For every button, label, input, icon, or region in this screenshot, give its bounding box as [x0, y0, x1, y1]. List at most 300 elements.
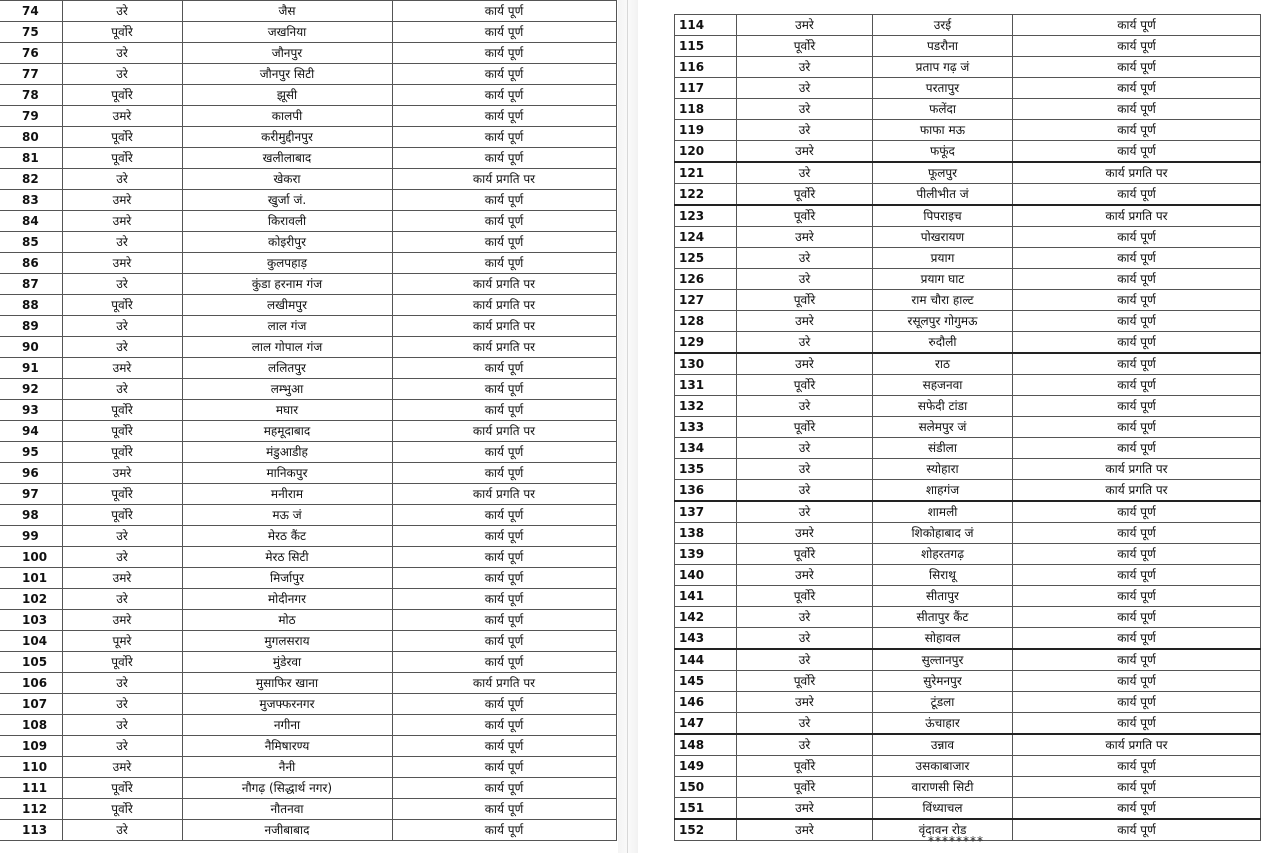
station-name: मघार: [182, 400, 392, 421]
zone-cell: पूर्वोरे: [737, 671, 873, 692]
row-number: 113: [0, 820, 62, 841]
work-status: कार्य पूर्ण: [392, 799, 616, 820]
row-number: 133: [675, 417, 737, 438]
row-number: 126: [675, 269, 737, 290]
station-name: टूंडला: [873, 692, 1013, 713]
row-number: 86: [0, 253, 62, 274]
table-row: [0, 442, 616, 463]
row-number: 111: [0, 778, 62, 799]
row-number: 97: [0, 484, 62, 505]
work-status: कार्य प्रगति पर: [392, 295, 616, 316]
work-status: कार्य प्रगति पर: [392, 274, 616, 295]
station-name: फलेंदा: [873, 99, 1013, 120]
table-row: [675, 15, 1261, 36]
station-name: नैमिषारण्य: [182, 736, 392, 757]
zone-cell: उमरे: [62, 568, 182, 589]
work-status: कार्य पूर्ण: [1013, 607, 1261, 628]
station-name: नगीना: [182, 715, 392, 736]
work-status: कार्य पूर्ण: [392, 1, 616, 22]
table-row: [0, 547, 616, 568]
zone-cell: उमरे: [737, 819, 873, 841]
station-name: सोहावल: [873, 628, 1013, 650]
zone-cell: पूर्वोरे: [737, 36, 873, 57]
row-number: 132: [675, 396, 737, 417]
work-status: कार्य पूर्ण: [392, 631, 616, 652]
table-row: [675, 120, 1261, 141]
station-name: नजीबाबाद: [182, 820, 392, 841]
table-row: [675, 141, 1261, 163]
zone-cell: पूर्वोरे: [62, 22, 182, 43]
zone-cell: उमरे: [62, 106, 182, 127]
station-name: मुगलसराय: [182, 631, 392, 652]
zone-cell: उरे: [62, 526, 182, 547]
page-gutter: [618, 0, 638, 853]
work-status: कार्य पूर्ण: [1013, 501, 1261, 523]
work-status: कार्य पूर्ण: [392, 400, 616, 421]
table-row: [0, 379, 616, 400]
zone-cell: उरे: [737, 649, 873, 671]
station-name: नौतनवा: [182, 799, 392, 820]
zone-cell: पूर्वोरे: [62, 505, 182, 526]
zone-cell: पूर्वोरे: [62, 400, 182, 421]
zone-cell: पूमरे: [62, 631, 182, 652]
zone-cell: पूर्वोरे: [737, 205, 873, 227]
work-status: कार्य पूर्ण: [1013, 628, 1261, 650]
zone-cell: पूर्वोरे: [62, 85, 182, 106]
station-name: वाराणसी सिटी: [873, 777, 1013, 798]
work-status: कार्य पूर्ण: [392, 463, 616, 484]
row-number: 75: [0, 22, 62, 43]
work-status: कार्य पूर्ण: [1013, 120, 1261, 141]
work-status: कार्य पूर्ण: [392, 505, 616, 526]
station-status-table-left: [0, 0, 617, 841]
row-number: 134: [675, 438, 737, 459]
station-name: फफूंद: [873, 141, 1013, 163]
zone-cell: उरे: [737, 248, 873, 269]
zone-cell: उमरे: [737, 15, 873, 36]
table-row: [0, 106, 616, 127]
station-name: उरई: [873, 15, 1013, 36]
station-name: मुसाफिर खाना: [182, 673, 392, 694]
work-status: कार्य पूर्ण: [1013, 184, 1261, 206]
zone-cell: उरे: [62, 547, 182, 568]
work-status: कार्य प्रगति पर: [392, 316, 616, 337]
station-name: जैस: [182, 1, 392, 22]
station-name: मोदीनगर: [182, 589, 392, 610]
row-number: 150: [675, 777, 737, 798]
work-status: कार्य प्रगति पर: [1013, 480, 1261, 502]
work-status: कार्य पूर्ण: [1013, 375, 1261, 396]
station-name: जखनिया: [182, 22, 392, 43]
row-number: 99: [0, 526, 62, 547]
work-status: कार्य प्रगति पर: [392, 484, 616, 505]
station-name: मंडुआडीह: [182, 442, 392, 463]
station-name: परतापुर: [873, 78, 1013, 99]
work-status: कार्य प्रगति पर: [1013, 162, 1261, 184]
zone-cell: उमरे: [62, 253, 182, 274]
table-row: [0, 127, 616, 148]
zone-cell: पूर्वोरे: [737, 184, 873, 206]
zone-cell: उरे: [62, 715, 182, 736]
zone-cell: पूर्वोरे: [737, 375, 873, 396]
row-number: 118: [675, 99, 737, 120]
work-status: कार्य पूर्ण: [1013, 756, 1261, 777]
zone-cell: उरे: [62, 589, 182, 610]
zone-cell: पूर्वोरे: [62, 295, 182, 316]
zone-cell: उरे: [62, 736, 182, 757]
table-row: [675, 671, 1261, 692]
station-name: सुल्तानपुर: [873, 649, 1013, 671]
work-status: कार्य पूर्ण: [1013, 692, 1261, 713]
station-name: मेरठ कैंट: [182, 526, 392, 547]
station-name: उसकाबाजार: [873, 756, 1013, 777]
table-row: [0, 757, 616, 778]
work-status: कार्य पूर्ण: [392, 757, 616, 778]
work-status: कार्य प्रगति पर: [392, 169, 616, 190]
work-status: कार्य पूर्ण: [392, 736, 616, 757]
zone-cell: उरे: [737, 269, 873, 290]
station-name: खुर्जा जं.: [182, 190, 392, 211]
table-row: [0, 589, 616, 610]
right-page: [638, 0, 1280, 853]
zone-cell: उमरे: [737, 798, 873, 820]
zone-cell: उमरे: [62, 190, 182, 211]
station-name: कुंडा हरनाम गंज: [182, 274, 392, 295]
work-status: कार्य पूर्ण: [1013, 713, 1261, 735]
table-row: [675, 713, 1261, 735]
row-number: 140: [675, 565, 737, 586]
station-name: किरावली: [182, 211, 392, 232]
table-row: [0, 673, 616, 694]
row-number: 80: [0, 127, 62, 148]
table-row: [0, 211, 616, 232]
zone-cell: पूर्वोरे: [62, 148, 182, 169]
row-number: 101: [0, 568, 62, 589]
row-number: 142: [675, 607, 737, 628]
table-row: [675, 290, 1261, 311]
work-status: कार्य पूर्ण: [392, 106, 616, 127]
row-number: 84: [0, 211, 62, 232]
zone-cell: उरे: [737, 396, 873, 417]
row-number: 106: [0, 673, 62, 694]
row-number: 136: [675, 480, 737, 502]
row-number: 112: [0, 799, 62, 820]
table-row: [0, 631, 616, 652]
table-row: [0, 22, 616, 43]
table-row: [0, 484, 616, 505]
station-name: शिकोहाबाद जं: [873, 523, 1013, 544]
work-status: कार्य पूर्ण: [1013, 141, 1261, 163]
row-number: 78: [0, 85, 62, 106]
zone-cell: उरे: [62, 232, 182, 253]
zone-cell: पूर्वोरे: [62, 652, 182, 673]
zone-cell: उरे: [62, 820, 182, 841]
zone-cell: उरे: [62, 169, 182, 190]
row-number: 121: [675, 162, 737, 184]
station-name: फूलपुर: [873, 162, 1013, 184]
work-status: कार्य पूर्ण: [392, 64, 616, 85]
work-status: कार्य प्रगति पर: [1013, 459, 1261, 480]
table-row: [675, 480, 1261, 502]
row-number: 83: [0, 190, 62, 211]
zone-cell: पूर्वोरे: [62, 778, 182, 799]
table-row: [0, 232, 616, 253]
work-status: कार्य पूर्ण: [1013, 227, 1261, 248]
table-row: [0, 316, 616, 337]
row-number: 92: [0, 379, 62, 400]
zone-cell: उरे: [62, 337, 182, 358]
station-name: उन्नाव: [873, 734, 1013, 756]
zone-cell: पूर्वोरे: [62, 484, 182, 505]
station-name: फाफा मऊ: [873, 120, 1013, 141]
work-status: कार्य पूर्ण: [392, 589, 616, 610]
zone-cell: उरे: [737, 459, 873, 480]
work-status: कार्य पूर्ण: [392, 652, 616, 673]
zone-cell: उमरे: [62, 610, 182, 631]
row-number: 98: [0, 505, 62, 526]
end-marker: ********: [928, 834, 984, 848]
table-row: [675, 205, 1261, 227]
work-status: कार्य पूर्ण: [1013, 57, 1261, 78]
zone-cell: उरे: [737, 607, 873, 628]
station-name: पडरौना: [873, 36, 1013, 57]
station-name: मिर्जापुर: [182, 568, 392, 589]
table-row: [0, 169, 616, 190]
zone-cell: पूर्वोरे: [737, 777, 873, 798]
zone-cell: उरे: [737, 78, 873, 99]
station-name: सिराथू: [873, 565, 1013, 586]
table-row: [0, 715, 616, 736]
zone-cell: उरे: [737, 628, 873, 650]
table-row: [675, 523, 1261, 544]
table-row: [0, 736, 616, 757]
table-row: [675, 544, 1261, 565]
row-number: 135: [675, 459, 737, 480]
work-status: कार्य पूर्ण: [392, 358, 616, 379]
table-row: [0, 820, 616, 841]
row-number: 96: [0, 463, 62, 484]
work-status: कार्य पूर्ण: [1013, 396, 1261, 417]
row-number: 107: [0, 694, 62, 715]
row-number: 89: [0, 316, 62, 337]
work-status: कार्य पूर्ण: [1013, 78, 1261, 99]
work-status: कार्य पूर्ण: [392, 22, 616, 43]
table-row: [675, 248, 1261, 269]
row-number: 138: [675, 523, 737, 544]
work-status: कार्य प्रगति पर: [1013, 205, 1261, 227]
work-status: कार्य पूर्ण: [1013, 353, 1261, 375]
row-number: 114: [675, 15, 737, 36]
station-name: शोहरतगढ़: [873, 544, 1013, 565]
table-row: [0, 253, 616, 274]
row-number: 90: [0, 337, 62, 358]
row-number: 108: [0, 715, 62, 736]
table-row: [675, 78, 1261, 99]
table-row: [675, 184, 1261, 206]
table-row: [675, 459, 1261, 480]
zone-cell: उमरे: [62, 757, 182, 778]
work-status: कार्य पूर्ण: [392, 820, 616, 841]
row-number: 148: [675, 734, 737, 756]
work-status: कार्य प्रगति पर: [392, 421, 616, 442]
zone-cell: उरे: [62, 64, 182, 85]
zone-cell: पूर्वोरे: [737, 544, 873, 565]
table-row: [0, 337, 616, 358]
zone-cell: उमरे: [737, 353, 873, 375]
work-status: कार्य पूर्ण: [392, 148, 616, 169]
table-row: [0, 148, 616, 169]
zone-cell: उरे: [737, 480, 873, 502]
work-status: कार्य पूर्ण: [392, 127, 616, 148]
table-row: [0, 274, 616, 295]
row-number: 151: [675, 798, 737, 820]
station-name: जौनपुर: [182, 43, 392, 64]
table-row: [0, 64, 616, 85]
station-name: संडीला: [873, 438, 1013, 459]
work-status: कार्य पूर्ण: [392, 43, 616, 64]
table-row: [0, 610, 616, 631]
station-name: सहजनवा: [873, 375, 1013, 396]
row-number: 94: [0, 421, 62, 442]
station-name: लखीमपुर: [182, 295, 392, 316]
work-status: कार्य पूर्ण: [1013, 565, 1261, 586]
zone-cell: उरे: [62, 1, 182, 22]
work-status: कार्य पूर्ण: [392, 211, 616, 232]
zone-cell: उरे: [62, 43, 182, 64]
station-name: ललितपुर: [182, 358, 392, 379]
table-row: [675, 628, 1261, 650]
row-number: 82: [0, 169, 62, 190]
table-row: [0, 652, 616, 673]
row-number: 123: [675, 205, 737, 227]
station-name: नैनी: [182, 757, 392, 778]
work-status: कार्य पूर्ण: [392, 85, 616, 106]
zone-cell: उरे: [62, 274, 182, 295]
row-number: 137: [675, 501, 737, 523]
zone-cell: पूर्वोरे: [62, 127, 182, 148]
work-status: कार्य पूर्ण: [392, 610, 616, 631]
station-name: नौगढ़ (सिद्धार्थ नगर): [182, 778, 392, 799]
row-number: 129: [675, 332, 737, 354]
table-row: [675, 565, 1261, 586]
table-row: [675, 57, 1261, 78]
work-status: कार्य पूर्ण: [392, 253, 616, 274]
row-number: 115: [675, 36, 737, 57]
work-status: कार्य प्रगति पर: [392, 337, 616, 358]
station-name: पोखरायण: [873, 227, 1013, 248]
zone-cell: पूर्वोरे: [737, 417, 873, 438]
table-row: [675, 396, 1261, 417]
work-status: कार्य पूर्ण: [1013, 798, 1261, 820]
station-name: सफेदी टांडा: [873, 396, 1013, 417]
row-number: 100: [0, 547, 62, 568]
station-name: सुरेमनपुर: [873, 671, 1013, 692]
station-name: लाल गोपाल गंज: [182, 337, 392, 358]
zone-cell: उरे: [737, 162, 873, 184]
row-number: 103: [0, 610, 62, 631]
row-number: 105: [0, 652, 62, 673]
table-row: [675, 162, 1261, 184]
station-name: वृंदावन रोड: [873, 819, 1013, 841]
station-name: लाल गंज: [182, 316, 392, 337]
row-number: 127: [675, 290, 737, 311]
station-name: मऊ जं: [182, 505, 392, 526]
station-name: मोठ: [182, 610, 392, 631]
row-number: 104: [0, 631, 62, 652]
station-name: शामली: [873, 501, 1013, 523]
table-row: [0, 799, 616, 820]
zone-cell: उरे: [62, 316, 182, 337]
table-row: [675, 332, 1261, 354]
row-number: 91: [0, 358, 62, 379]
zone-cell: उमरे: [737, 692, 873, 713]
work-status: कार्य पूर्ण: [392, 442, 616, 463]
work-status: कार्य पूर्ण: [392, 568, 616, 589]
station-name: राठ: [873, 353, 1013, 375]
row-number: 141: [675, 586, 737, 607]
work-status: कार्य पूर्ण: [392, 547, 616, 568]
work-status: कार्य पूर्ण: [1013, 586, 1261, 607]
station-name: झूसी: [182, 85, 392, 106]
table-row: [675, 649, 1261, 671]
row-number: 128: [675, 311, 737, 332]
row-number: 79: [0, 106, 62, 127]
row-number: 87: [0, 274, 62, 295]
zone-cell: उमरे: [737, 311, 873, 332]
row-number: 85: [0, 232, 62, 253]
row-number: 144: [675, 649, 737, 671]
table-row: [0, 505, 616, 526]
work-status: कार्य पूर्ण: [1013, 36, 1261, 57]
table-row: [0, 778, 616, 799]
station-name: मेरठ सिटी: [182, 547, 392, 568]
zone-cell: उरे: [737, 57, 873, 78]
zone-cell: पूर्वोरे: [62, 442, 182, 463]
work-status: कार्य पूर्ण: [392, 190, 616, 211]
row-number: 88: [0, 295, 62, 316]
work-status: कार्य पूर्ण: [1013, 649, 1261, 671]
row-number: 149: [675, 756, 737, 777]
row-number: 143: [675, 628, 737, 650]
station-name: रसूलपुर गोगुमऊ: [873, 311, 1013, 332]
zone-cell: पूर्वोरे: [62, 799, 182, 820]
station-status-table-right: [674, 14, 1261, 841]
zone-cell: उरे: [737, 332, 873, 354]
station-name: कालपी: [182, 106, 392, 127]
work-status: कार्य पूर्ण: [1013, 417, 1261, 438]
zone-cell: उमरे: [62, 463, 182, 484]
table-row: [0, 694, 616, 715]
row-number: 139: [675, 544, 737, 565]
table-row: [0, 43, 616, 64]
row-number: 131: [675, 375, 737, 396]
row-number: 93: [0, 400, 62, 421]
work-status: कार्य पूर्ण: [1013, 332, 1261, 354]
work-status: कार्य प्रगति पर: [1013, 734, 1261, 756]
work-status: कार्य पूर्ण: [1013, 544, 1261, 565]
table-row: [0, 568, 616, 589]
table-row: [675, 692, 1261, 713]
table-row: [675, 227, 1261, 248]
row-number: 77: [0, 64, 62, 85]
table-row: [675, 734, 1261, 756]
station-name: सीतापुर कैंट: [873, 607, 1013, 628]
row-number: 122: [675, 184, 737, 206]
station-name: खलीलाबाद: [182, 148, 392, 169]
work-status: कार्य पूर्ण: [1013, 438, 1261, 459]
row-number: 130: [675, 353, 737, 375]
zone-cell: पूर्वोरे: [62, 421, 182, 442]
